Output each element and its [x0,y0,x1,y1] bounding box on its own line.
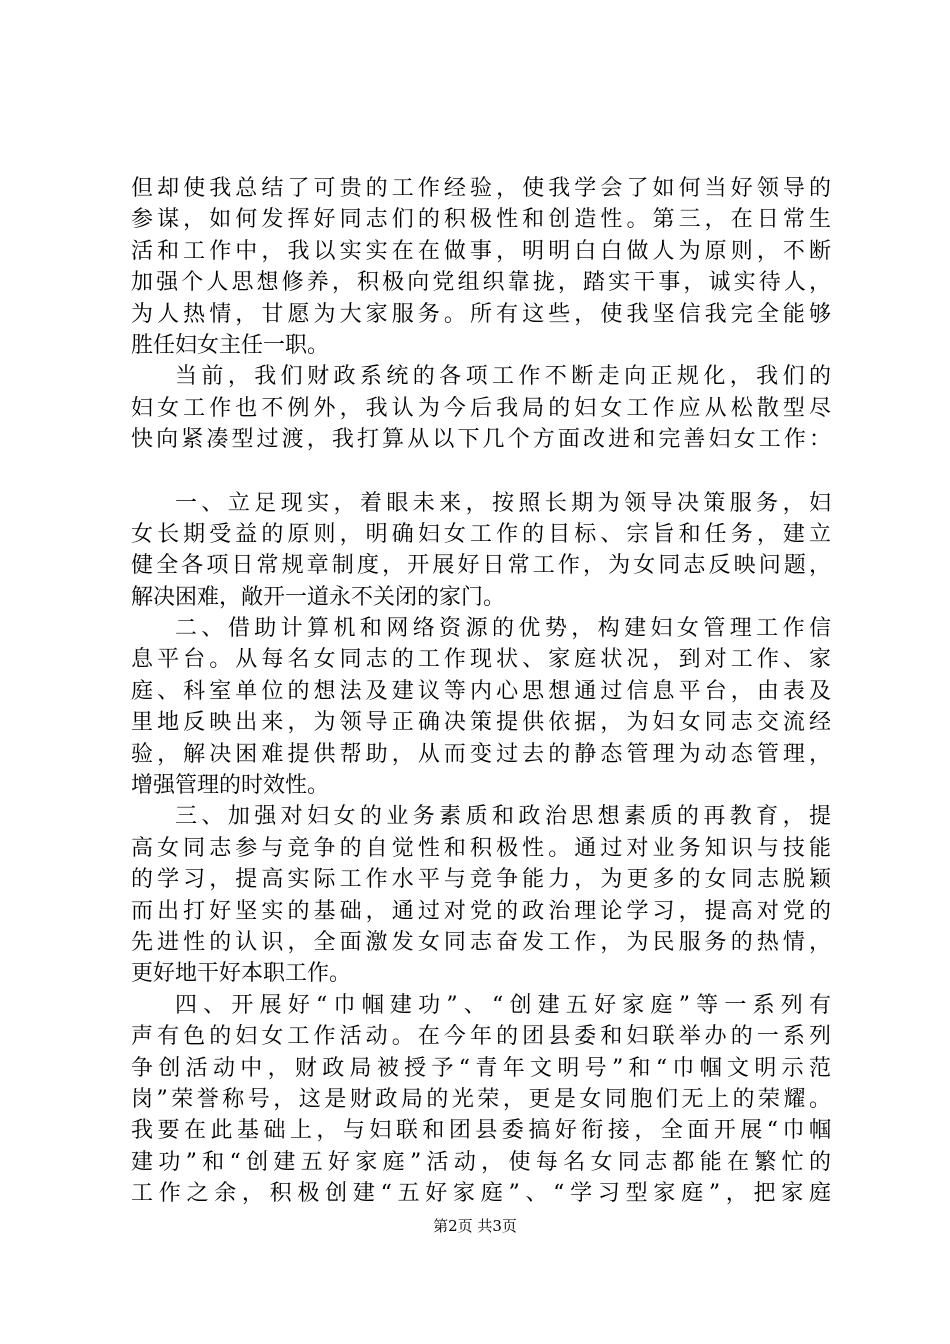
text-line: 我要在此基础上，与妇联和团县委搞好衔接，全面开展“巾帼 [131,1118,831,1144]
text-line: 为人热情，甘愿为大家服务。所有这些，使我坚信我完全能够 [131,301,831,327]
text-line: 的学习，提高实际工作水平与竞争能力，为更多的女同志脱颖 [131,867,831,893]
text-line: 高女同志参与竞争的自觉性和积极性。通过对业务知识与技能 [131,835,831,861]
text-line: 但却使我总结了可贵的工作经验，使我学会了如何当好领导的 [131,176,831,201]
body-text [131,173,831,1210]
text-line: 岗”荣誉称号，这是财政局的光荣，更是女同胞们无上的荣耀。 [131,1086,831,1112]
text-line: 更好地干好本职工作。 [131,961,352,987]
text-line: 二、借助计算机和网络资源的优势，构建妇女管理工作信 [175,616,831,642]
text-line: 声有色的妇女工作活动。在今年的团县委和妇联举办的一系列 [131,1024,831,1050]
text-line: 先进性的认识，全面激发女同志奋发工作，为民服务的热情， [131,929,831,955]
text-line: 息平台。从每名女同志的工作现状、家庭状况，到对工作、家 [131,647,831,673]
text-line: 当前，我们财政系统的各项工作不断走向正规化，我们的 [175,364,831,390]
text-line: 快向紧凑型过渡，我打算从以下几个方面改进和完善妇女工作： [131,427,831,453]
text-line: 活和工作中，我以实实在在做事，明明白白做人为原则，不断 [131,238,831,264]
text-line: 健全各项日常规章制度，开展好日常工作，为女同志反映问题， [131,553,831,579]
text-line: 增强管理的时效性。 [131,773,330,799]
text-line: 妇女工作也不例外，我认为今后我局的妇女工作应从松散型尽 [131,395,831,421]
text-line: 解决困难，敞开一道永不关闭的家门。 [131,584,506,610]
text-line: 加强个人思想修养，积极向党组织靠拢，踏实干事，诚实待人， [131,270,831,296]
text-line: 而出打好坚实的基础，通过对党的政治理论学习，提高对党的 [131,898,831,924]
text-line: 建功”和“创建五好家庭”活动，使每名女同志都能在繁忙的 [131,1149,831,1175]
text-line: 一、立足现实，着眼未来，按照长期为领导决策服务，妇 [175,490,831,516]
text-line: 庭、科室单位的想法及建议等内心思想通过信息平台，由表及 [131,678,831,704]
text-line: 里地反映出来，为领导正确决策提供依据，为妇女同志交流经 [131,710,831,736]
paragraph-spacer [131,456,831,488]
text-line: 三、加强对妇女的业务素质和政治思想素质的再教育，提 [175,804,831,830]
text-line: 胜任妇女主任一职。 [131,332,330,358]
text-line: 参谋，如何发挥好同志们的积极性和创造性。第三，在日常生 [131,207,831,233]
text-line: 四、开展好“巾帼建功”、“创建五好家庭”等一系列有 [175,992,831,1018]
page-footer: 第2页 共3页 [433,1217,517,1235]
text-line: 争创活动中，财政局被授予“青年文明号”和“巾帼文明示范 [131,1055,831,1081]
text-line: 验，解决困难提供帮助，从而变过去的静态管理为动态管理， [131,741,831,767]
text-line: 女长期受益的原则，明确妇女工作的目标、宗旨和任务，建立 [131,521,831,547]
text-line: 工作之余，积极创建“五好家庭”、“学习型家庭”，把家庭 [131,1181,831,1207]
